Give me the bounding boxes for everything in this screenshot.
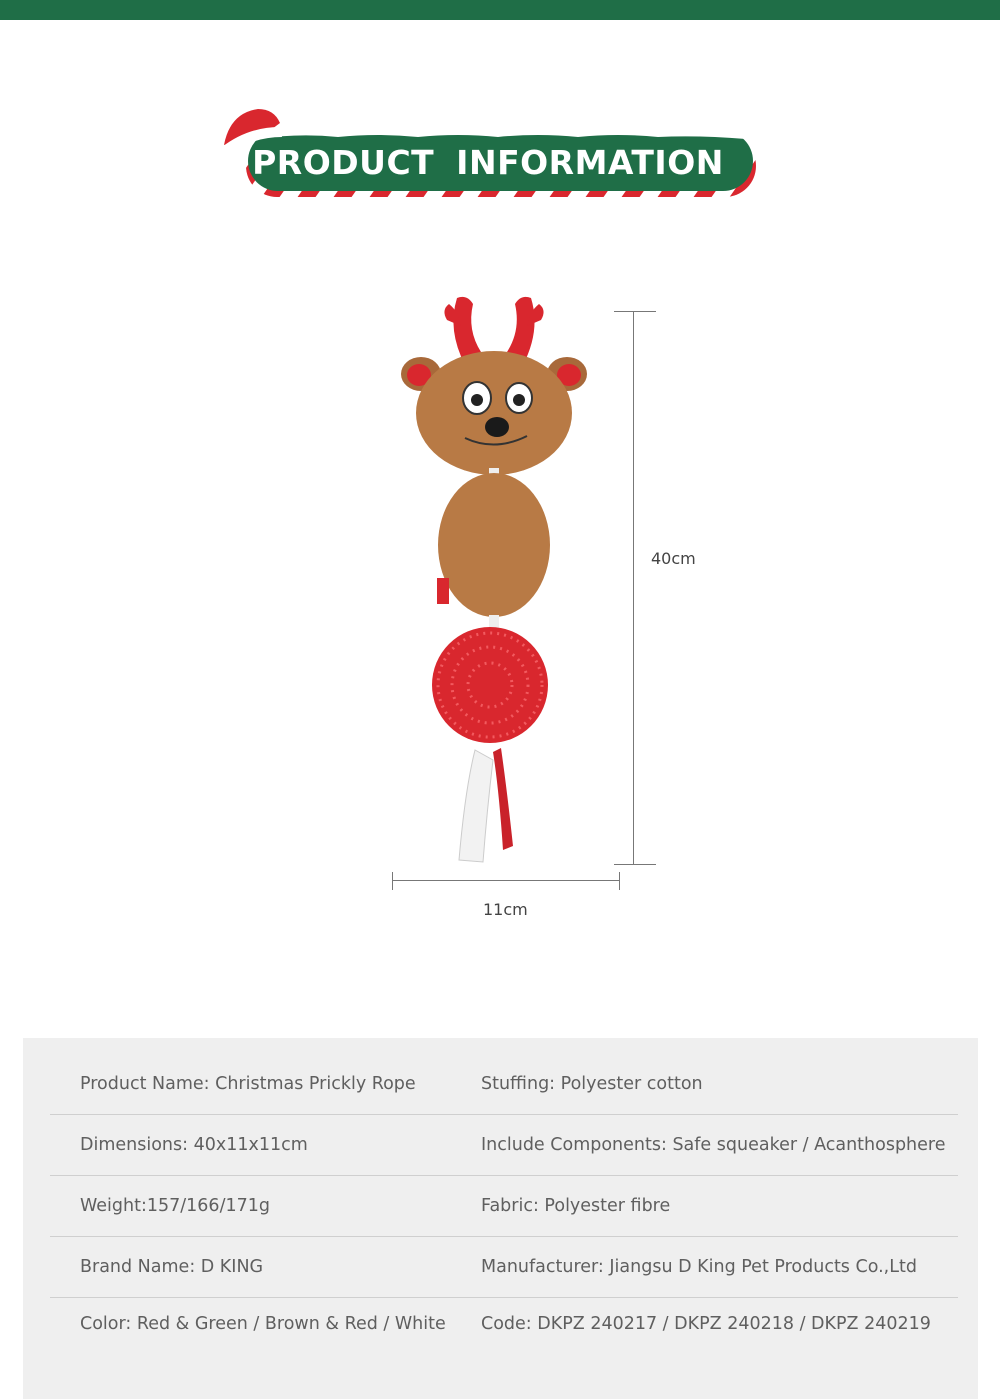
spec-row: [50, 1237, 958, 1298]
spec-stuffing: Stuffing: Polyester cotton: [481, 1074, 703, 1094]
spec-code: Code: DKPZ 240217 / DKPZ 240218 / DKPZ 240219: [481, 1314, 931, 1334]
width-dimension-label: 11cm: [483, 900, 528, 919]
spec-row: [50, 1294, 958, 1354]
spec-dimensions: Dimensions: 40x11x11cm: [80, 1135, 308, 1155]
spec-brand-name: Brand Name: D KING: [80, 1257, 264, 1277]
spec-include-components: Include Components: Safe squeaker / Acanthosphere: [481, 1135, 946, 1155]
spec-row: [50, 1054, 958, 1115]
top-green-bar: [0, 0, 1000, 20]
product-image: [395, 290, 595, 870]
banner-title: PRODUCT INFORMATION: [252, 143, 724, 182]
product-information-banner: [218, 105, 763, 205]
width-dimension-line: [392, 872, 620, 890]
spec-row: [50, 1176, 958, 1237]
spec-row: [50, 1115, 958, 1176]
specification-panel: [23, 1038, 978, 1399]
height-dimension-line: [614, 311, 656, 865]
spec-fabric: Fabric: Polyester fibre: [481, 1196, 671, 1216]
height-dimension-label: 40cm: [651, 549, 696, 568]
spec-manufacturer: Manufacturer: Jiangsu D King Pet Products Co.,Ltd: [481, 1257, 917, 1277]
spec-weight: Weight:157/166/171g: [80, 1196, 270, 1216]
spec-color: Color: Red & Green / Brown & Red / White: [80, 1314, 446, 1334]
spec-product-name: Product Name: Christmas Prickly Rope: [80, 1074, 416, 1094]
